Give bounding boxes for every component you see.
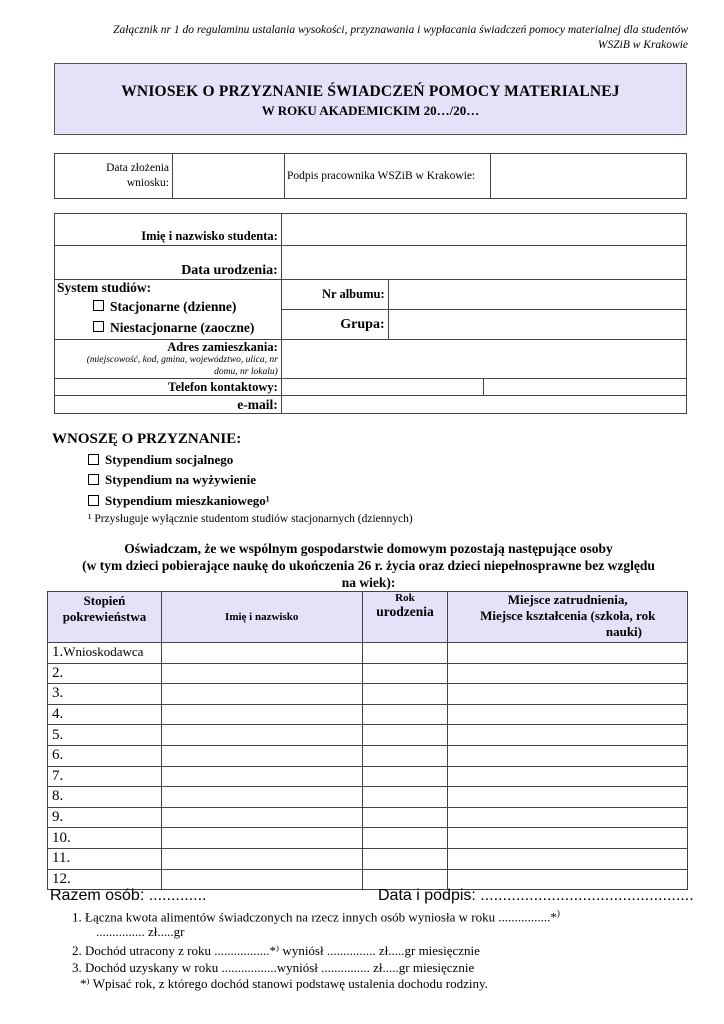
option-full-time[interactable] — [93, 299, 281, 315]
phone-field-extra[interactable] — [484, 379, 687, 396]
album-label: Nr albumu: — [281, 280, 388, 310]
part-time-label: Niestacjonarne (zaoczne) — [110, 320, 255, 335]
workplace-cell[interactable] — [448, 807, 688, 828]
relationship-cell[interactable]: 11. — [48, 848, 162, 869]
name-cell[interactable] — [161, 745, 362, 766]
household-declaration — [50, 540, 687, 591]
workplace-cell[interactable] — [448, 745, 688, 766]
col-name-header: Imię i nazwisko — [161, 592, 362, 643]
group-field[interactable] — [388, 310, 686, 340]
relationship-cell[interactable]: 1.Wnioskodawca — [48, 643, 162, 664]
address-field[interactable] — [281, 340, 686, 379]
office-use-table — [54, 153, 687, 199]
workplace-cell[interactable] — [448, 704, 688, 725]
declaration-line-2: (w tym dzieci pobierające naukę do ukończenia 26 r. życia oraz dzieci niepełnosprawne bez względu — [82, 558, 655, 573]
workplace-cell[interactable] — [448, 725, 688, 746]
workplace-cell[interactable] — [448, 663, 688, 684]
album-field[interactable] — [388, 280, 686, 310]
table-row — [48, 704, 688, 725]
address-hint-1: (miejscowość, kod, gmina, województwo, ulica, nr — [86, 355, 278, 365]
workplace-cell[interactable] — [448, 828, 688, 849]
birth-year-cell[interactable] — [362, 766, 448, 787]
study-system-cell — [55, 280, 282, 340]
table-row — [48, 848, 688, 869]
declaration-line-3: na wiek): — [341, 575, 396, 590]
form-subtitle: W ROKU AKADEMICKIM 20…/20… — [261, 103, 480, 118]
study-system-label: System studiów: — [57, 280, 152, 295]
annex-line-2: WSZiB w Krakowie — [597, 39, 688, 51]
request-title: WNOSZĘ O PRZYZNANIE: — [52, 431, 242, 447]
birth-date-field[interactable] — [281, 246, 686, 280]
relationship-cell[interactable]: 9. — [48, 807, 162, 828]
name-cell[interactable] — [161, 684, 362, 705]
submission-date-label: Data złożenia wniosku: — [55, 154, 173, 199]
name-cell[interactable] — [161, 663, 362, 684]
note-alimony-amount: ............... zł.....gr — [96, 924, 185, 939]
relationship-cell[interactable]: 7. — [48, 766, 162, 787]
housing-label: Stypendium mieszkaniowego¹ — [105, 493, 270, 508]
food-label: Stypendium na wyżywienie — [105, 472, 256, 487]
birth-date-label: Data urodzenia: — [55, 246, 282, 280]
birth-year-cell[interactable] — [362, 807, 448, 828]
name-cell[interactable] — [161, 848, 362, 869]
address-label-cell — [55, 340, 282, 379]
birth-year-cell[interactable] — [362, 787, 448, 808]
student-name-field[interactable] — [281, 214, 686, 246]
submission-date-field[interactable] — [173, 154, 285, 199]
workplace-cell[interactable] — [448, 766, 688, 787]
request-option-social[interactable] — [88, 452, 233, 468]
col-workplace-header: Miejsce zatrudnienia, Miejsce kształcenia (szkoła, rok nauki) — [448, 592, 688, 643]
relationship-cell[interactable]: 4. — [48, 704, 162, 725]
name-cell[interactable] — [161, 643, 362, 664]
note-gained-income: 3. Dochód uzyskany w roku .................wyniósł ............... zł.....gr miesięcznie — [72, 960, 475, 975]
full-time-checkbox[interactable] — [93, 300, 104, 311]
name-cell[interactable] — [161, 787, 362, 808]
name-cell[interactable] — [161, 725, 362, 746]
birth-year-cell[interactable] — [362, 684, 448, 705]
table-row — [48, 787, 688, 808]
table-row — [48, 663, 688, 684]
annex-header — [48, 23, 688, 53]
table-row — [48, 807, 688, 828]
relationship-cell[interactable]: 8. — [48, 787, 162, 808]
relationship-cell[interactable]: 5. — [48, 725, 162, 746]
workplace-cell[interactable] — [448, 684, 688, 705]
relationship-cell[interactable]: 12. — [48, 869, 162, 890]
workplace-cell[interactable] — [448, 643, 688, 664]
birth-year-cell[interactable] — [362, 663, 448, 684]
phone-label: Telefon kontaktowy: — [55, 379, 282, 396]
household-members-table — [47, 591, 688, 890]
part-time-checkbox[interactable] — [93, 321, 104, 332]
housing-checkbox[interactable] — [88, 495, 99, 506]
request-option-housing[interactable] — [88, 493, 270, 509]
col-birth-year-header: Rok urodzenia — [362, 592, 448, 643]
annex-line-1: Załącznik nr 1 do regulaminu ustalania wysokości, przyznawania i wypłacania świadczeń pomocy materialnej dla studentów — [113, 24, 688, 36]
total-persons: Razem osób: ............. — [50, 887, 207, 904]
email-label: e-mail: — [55, 396, 282, 414]
form-title-box — [54, 63, 687, 135]
col-relationship-header: Stopień pokrewieństwa — [48, 592, 162, 643]
name-cell[interactable] — [161, 807, 362, 828]
address-hint-2: domu, nr lokalu) — [214, 367, 278, 377]
table-row — [48, 684, 688, 705]
table-row — [48, 643, 688, 664]
table-row — [48, 725, 688, 746]
birth-year-cell[interactable] — [362, 828, 448, 849]
student-data-table — [54, 213, 687, 414]
workplace-cell[interactable] — [448, 787, 688, 808]
note-alimony: 1. Łączna kwota alimentów świadczonych na rzecz innych osób wyniosła w roku ................*) — [72, 908, 560, 925]
food-checkbox[interactable] — [88, 474, 99, 485]
birth-year-cell[interactable] — [362, 745, 448, 766]
request-footnote: ¹ Przysługuje wyłącznie studentom studiów stacjonarnych (dziennych) — [88, 513, 413, 525]
relationship-cell[interactable]: 3. — [48, 684, 162, 705]
note-lost-income: 2. Dochód utracony z roku .................*⁾ wyniósł ............... zł.....gr miesięcznie — [72, 943, 480, 958]
relationship-cell[interactable]: 10. — [48, 828, 162, 849]
workplace-cell[interactable] — [448, 848, 688, 869]
table-row — [48, 766, 688, 787]
social-label: Stypendium socjalnego — [105, 452, 234, 467]
date-and-signature: Data i podpis: ................................................ — [378, 887, 694, 904]
table-row — [48, 745, 688, 766]
name-cell[interactable] — [161, 766, 362, 787]
relationship-cell[interactable]: 2. — [48, 663, 162, 684]
staff-signature-field[interactable] — [491, 154, 687, 199]
relationship-cell[interactable]: 6. — [48, 745, 162, 766]
address-label: Adres zamieszkania: — [167, 340, 278, 354]
phone-field[interactable] — [281, 379, 484, 396]
birth-year-cell[interactable] — [362, 704, 448, 725]
student-name-label: Imię i nazwisko studenta: — [55, 214, 282, 246]
email-field[interactable] — [281, 396, 686, 414]
name-cell[interactable] — [161, 828, 362, 849]
form-title: WNIOSEK O PRZYZNANIE ŚWIADCZEŃ POMOCY MATERIALNEJ — [121, 83, 620, 100]
full-time-label: Stacjonarne (dzienne) — [110, 299, 237, 314]
birth-year-cell[interactable] — [362, 725, 448, 746]
note-footnote: *⁾ Wpisać rok, z którego dochód stanowi podstawę ustalenia dochodu rodziny. — [80, 976, 488, 991]
social-checkbox[interactable] — [88, 454, 99, 465]
declaration-line-1: Oświadczam, że we wspólnym gospodarstwie domowym pozostają następujące osoby — [124, 541, 613, 556]
table-row — [48, 828, 688, 849]
group-label: Grupa: — [281, 310, 388, 340]
name-cell[interactable] — [161, 704, 362, 725]
request-option-food[interactable] — [88, 472, 256, 488]
staff-signature-label: Podpis pracownika WSZiB w Krakowie: — [285, 154, 491, 199]
birth-year-cell[interactable] — [362, 643, 448, 664]
birth-year-cell[interactable] — [362, 848, 448, 869]
option-part-time[interactable] — [93, 320, 281, 336]
